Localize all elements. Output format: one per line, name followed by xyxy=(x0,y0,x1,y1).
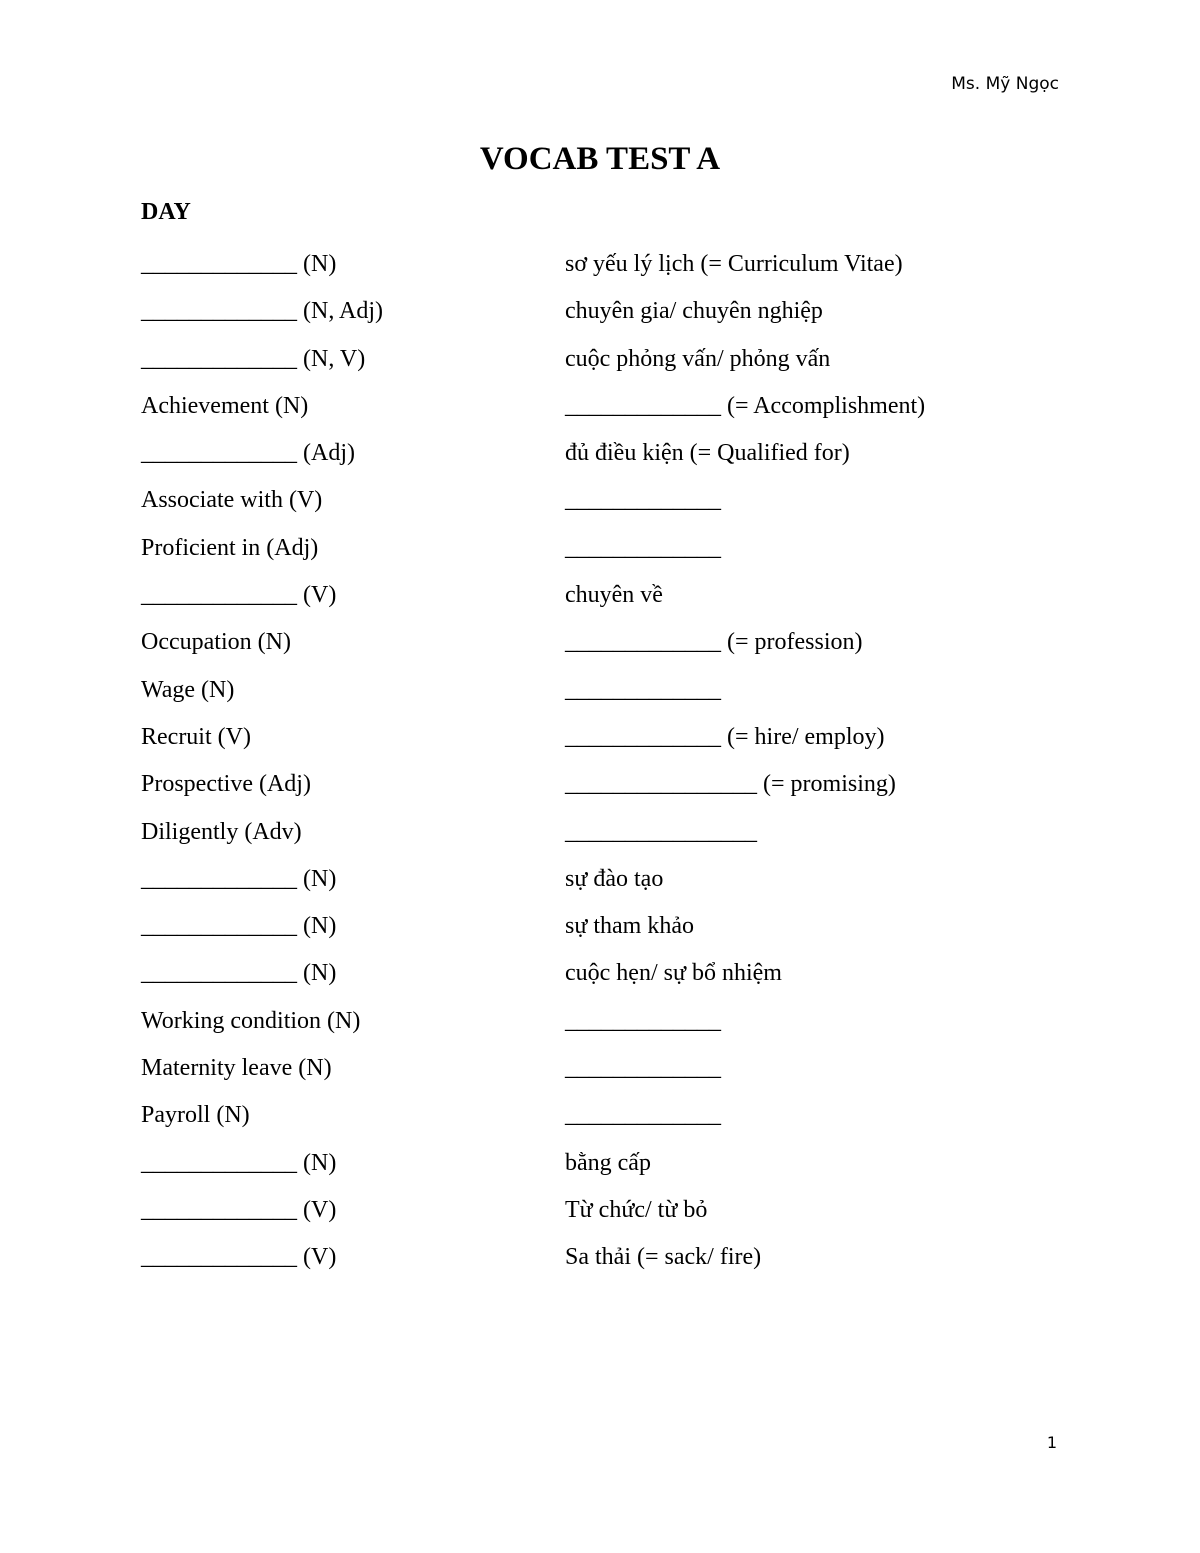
vocab-meaning: ________________ (= promising) xyxy=(565,771,896,798)
vocab-meaning: _____________ xyxy=(565,487,721,514)
vocab-meaning: chuyên gia/ chuyên nghiệp xyxy=(565,298,823,325)
vocab-meaning: _____________ xyxy=(565,1102,721,1129)
vocab-term: _____________ (N) xyxy=(141,1149,337,1176)
vocab-term: _____________ (V) xyxy=(141,1196,337,1223)
vocab-meaning: _____________ (= hire/ employ) xyxy=(565,723,885,750)
vocab-meaning: _____________ xyxy=(565,534,721,561)
vocab-row xyxy=(141,384,1061,431)
vocab-meaning: sơ yếu lý lịch (= Curriculum Vitae) xyxy=(565,251,903,277)
vocab-meaning: Từ chức/ từ bỏ xyxy=(565,1196,708,1223)
vocab-term: _____________ (N) xyxy=(141,913,337,940)
vocab-meaning: sự tham khảo xyxy=(565,913,694,940)
vocab-row xyxy=(141,289,1061,336)
vocab-meaning: bằng cấp xyxy=(565,1149,651,1176)
vocab-term: Achievement (N) xyxy=(141,392,309,419)
vocab-meaning: _____________ xyxy=(565,1007,721,1034)
vocab-row xyxy=(141,715,1061,762)
vocab-term: _____________ (Adj) xyxy=(141,440,355,467)
vocab-term: _____________ (N) xyxy=(141,251,337,277)
vocab-row xyxy=(141,904,1061,951)
vocab-row xyxy=(141,857,1061,904)
vocab-meaning: sự đào tạo xyxy=(565,865,664,892)
vocab-term: Prospective (Adj) xyxy=(141,771,311,798)
vocab-term: Wage (N) xyxy=(141,676,235,703)
vocab-term: Occupation (N) xyxy=(141,629,291,656)
vocab-term: _____________ (V) xyxy=(141,1244,337,1271)
vocab-meaning: Sa thải (= sack/ fire) xyxy=(565,1244,762,1271)
page-title: VOCAB TEST A xyxy=(479,141,721,177)
vocab-meaning: _____________ (= profession) xyxy=(565,629,863,656)
vocab-row xyxy=(141,951,1061,998)
vocab-term: _____________ (N) xyxy=(141,960,337,987)
vocab-row xyxy=(141,1188,1061,1235)
vocab-term: Working condition (N) xyxy=(141,1007,361,1034)
vocab-meaning: _____________ (= Accomplishment) xyxy=(565,392,926,419)
vocab-term: Maternity leave (N) xyxy=(141,1055,332,1082)
vocab-term: Proficient in (Adj) xyxy=(141,534,319,561)
vocab-row xyxy=(141,242,1061,289)
vocab-row xyxy=(141,1093,1061,1140)
vocab-meaning: đủ điều kiện (= Qualified for) xyxy=(565,440,850,467)
vocab-meaning: cuộc phỏng vấn/ phỏng vấn xyxy=(565,345,831,372)
vocab-meaning: ________________ xyxy=(565,818,757,845)
vocab-row xyxy=(141,337,1061,384)
vocab-row xyxy=(141,573,1061,620)
vocab-term: Recruit (V) xyxy=(141,723,251,750)
vocab-term: Associate with (V) xyxy=(141,487,323,514)
vocab-row xyxy=(141,1235,1061,1282)
vocab-term: _____________ (V) xyxy=(141,582,337,609)
vocab-term: _____________ (N, Adj) xyxy=(141,298,383,325)
vocab-row xyxy=(141,431,1061,478)
vocab-row xyxy=(141,1141,1061,1188)
header-author: Ms. Mỹ Ngọc xyxy=(951,74,1059,94)
vocab-row xyxy=(141,999,1061,1046)
vocab-term: _____________ (N) xyxy=(141,865,337,892)
vocab-meaning: cuộc hẹn/ sự bổ nhiệm xyxy=(565,960,782,987)
vocab-row xyxy=(141,620,1061,667)
vocab-term: Diligently (Adv) xyxy=(141,818,302,845)
vocab-row xyxy=(141,762,1061,809)
vocab-row xyxy=(141,668,1061,715)
vocab-term: _____________ (N, V) xyxy=(141,345,366,372)
vocab-row xyxy=(141,810,1061,857)
vocab-list xyxy=(141,242,1061,1283)
vocab-row xyxy=(141,478,1061,525)
page-number: 1 xyxy=(1046,1433,1057,1452)
vocab-row xyxy=(141,526,1061,573)
vocab-meaning: _____________ xyxy=(565,1055,721,1082)
vocab-row xyxy=(141,1046,1061,1093)
vocab-term: Payroll (N) xyxy=(141,1102,250,1129)
vocab-meaning: _____________ xyxy=(565,676,721,703)
section-heading: DAY xyxy=(141,199,191,225)
vocab-meaning: chuyên về xyxy=(565,582,663,609)
